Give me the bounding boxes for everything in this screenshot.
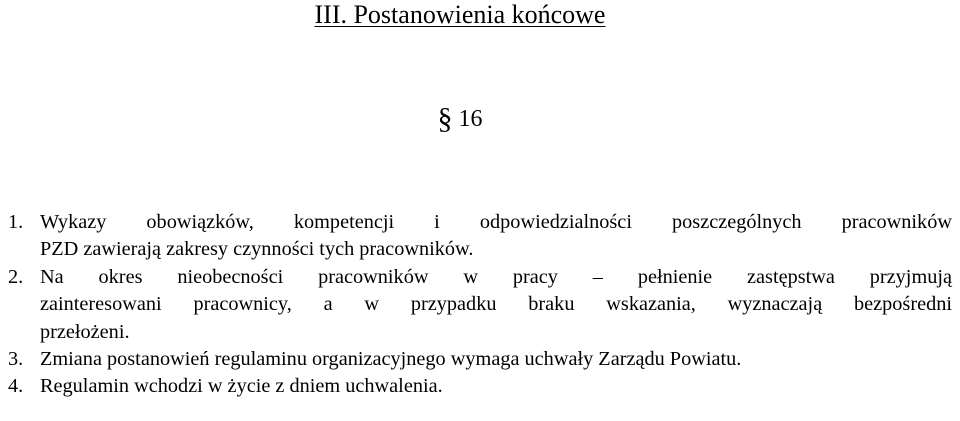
paragraph-number: 16 xyxy=(458,106,483,132)
clause-line: Na okres nieobecności pracowników w pracy – pełnienie zastępstwa przyjmują xyxy=(40,265,952,288)
clause-1 xyxy=(0,209,952,264)
clause-line: zainteresowani pracownicy, a w przypadku braku wskazania, wyznaczają bezpośredni xyxy=(40,293,952,316)
clause-text xyxy=(40,346,952,373)
section-heading: III. Postanowienia końcowe xyxy=(314,0,606,29)
clause-text xyxy=(40,209,952,264)
clause-line: przełożeni. xyxy=(40,320,130,343)
clause-text xyxy=(40,373,952,400)
clause-number: 1. xyxy=(8,211,24,233)
clause-text xyxy=(40,264,952,346)
clause-2 xyxy=(0,264,952,346)
clause-number: 3. xyxy=(8,348,24,371)
clause-number: 2. xyxy=(8,265,24,288)
clause-list xyxy=(0,209,960,401)
clause-4 xyxy=(0,373,952,400)
clause-line: PZD zawierają zakresy czynności tych pracowników. xyxy=(40,238,474,261)
clause-number: 4. xyxy=(8,375,24,398)
clause-line: Wykazy obowiązków, kompetencji i odpowiedzialności poszczególnych pracowników xyxy=(40,211,952,233)
paragraph-mark xyxy=(0,104,920,134)
clause-line: Regulamin wchodzi w życie z dniem uchwalenia. xyxy=(40,375,443,398)
clause-3 xyxy=(0,346,952,373)
clause-line: Zmiana postanowień regulaminu organizacyjnego wymaga uchwały Zarządu Powiatu. xyxy=(40,348,742,371)
paragraph-symbol: § xyxy=(437,102,453,135)
